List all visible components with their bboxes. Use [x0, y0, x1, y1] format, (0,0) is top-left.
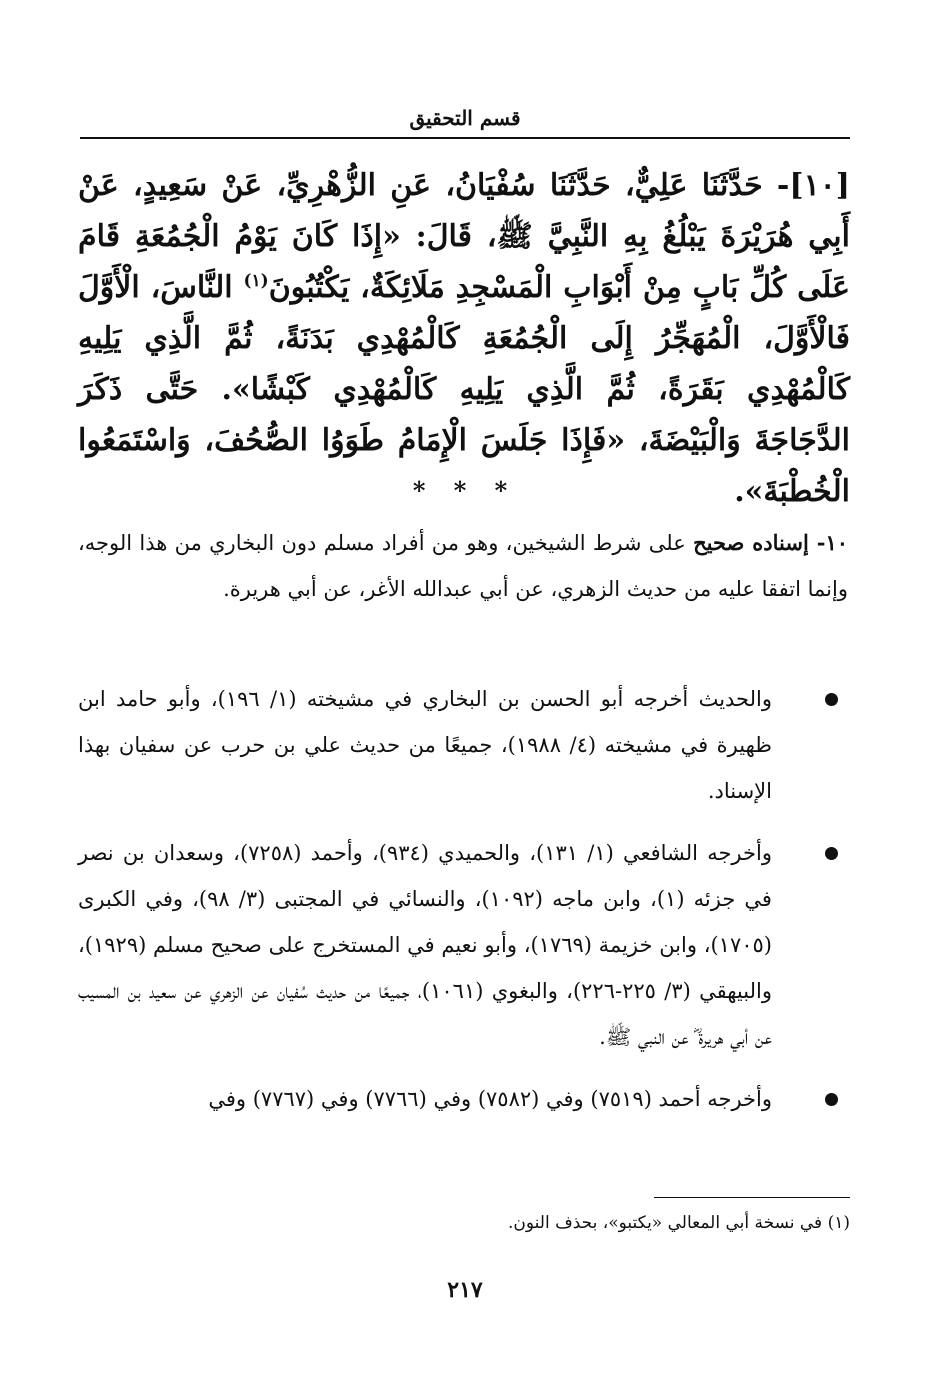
- commentary-paragraph: [78, 520, 848, 612]
- list-item: [78, 1076, 850, 1122]
- section-separator: * * *: [412, 476, 518, 505]
- footnote-rule: [654, 1197, 850, 1198]
- list-item: [78, 830, 850, 1060]
- hadith-text-part-1: [١٠]- حَدَّثَنَا عَلِيٌّ، حَدَّثَنَا سُفْيَانُ، عَنِ الزُّهْرِيِّ، عَنْ سَعِيدٍ، عَنْ أَبِي هُرَيْرَةَ يَبْلُغُ بِهِ النَّبِيَّ ﷺ، قَالَ: «إِذَا كَانَ يَوْمُ الْجُمُعَةِ قَامَ عَلَى كُلِّ بَابٍ مِنْ أَبْوَابِ الْمَسْجِدِ مَلَائِكَةٌ، يَكْتُبُونَ: [78, 168, 851, 305]
- running-header: قسم التحقيق: [409, 106, 521, 130]
- bullet-icon: [825, 1093, 838, 1106]
- hadith-text: [78, 160, 850, 517]
- commentary-text: على شرط الشيخين، وهو من أفراد مسلم دون البخاري من هذا الوجه، وإنما اتفقا عليه من حديث الزهري، عن أبي عبدالله الأغر، عن أبي هريرة.: [78, 531, 848, 601]
- page-number: ٢١٧: [447, 1277, 483, 1303]
- list-item-text: وأخرجه الشافعي (١/ ١٣١)، والحميدي (٩٣٤)، وأحمد (٧٢٥٨)، وسعدان بن نصر في جزئه (١)، وابن ماجه (١٠٩٢)، والنسائي في المجتبى (٣/ ٩٨)، وفي الكبرى (١٧٠٥)، وابن خزيمة (١٧٦٩)، وأبو نعيم في المستخرج على صحيح مسلم (١٩٢٩)، والبيهقي (٣/ ٢٢٥-٢٢٦)، والبغوي (١٠٦١)، جميعًا من حديث سُفيان عن الزهري عن سعيد بن المسيب عن أبي هريرة ؓ عن النبي ﷺ.: [78, 841, 772, 1049]
- footnote: (١) في نسخة أبي المعالي «يكتبو»، بحذف النون.: [507, 1213, 850, 1233]
- bullet-icon: [825, 847, 838, 860]
- takhrij-list: [78, 676, 850, 1138]
- footnote-reference[interactable]: (١): [243, 271, 269, 291]
- header-rule: [80, 137, 850, 139]
- hadith-text-part-2: النَّاسَ، الْأَوَّلَ فَالْأَوَّلَ، الْمُهَجِّرُ إِلَى الْجُمُعَةِ كَالْمُهْدِي بَدَنَةً، ثُمَّ الَّذِي يَلِيهِ كَالْمُهْدِي بَقَرَةً، ثُمَّ الَّذِي يَلِيهِ كَالْمُهْدِي كَبْشًا». حَتَّى ذَكَرَ الدَّجَاجَةَ وَالْبَيْضَةَ، «فَإِذَا جَلَسَ الْإِمَامُ طَوَوُا الصُّحُفَ، وَاسْتَمَعُوا الْخُطْبَةَ».: [78, 270, 850, 509]
- list-item: [78, 676, 850, 814]
- list-item-text: وأخرجه أحمد (٧٥١٩) وفي (٧٥٨٢) وفي (٧٧٦٦) وفي (٧٧٦٧) وفي: [208, 1087, 772, 1111]
- bullet-icon: [825, 693, 838, 706]
- list-item-text: والحديث أخرجه أبو الحسن بن البخاري في مشيخته (١/ ١٩٦)، وأبو حامد ابن ظهيرة في مشيخته (٤/ ١٩٨٨)، جميعًا من حديث علي بن حرب عن سفيان بهذا الإسناد.: [78, 687, 772, 803]
- commentary-lead: ١٠- إسناده صحيح: [693, 530, 848, 555]
